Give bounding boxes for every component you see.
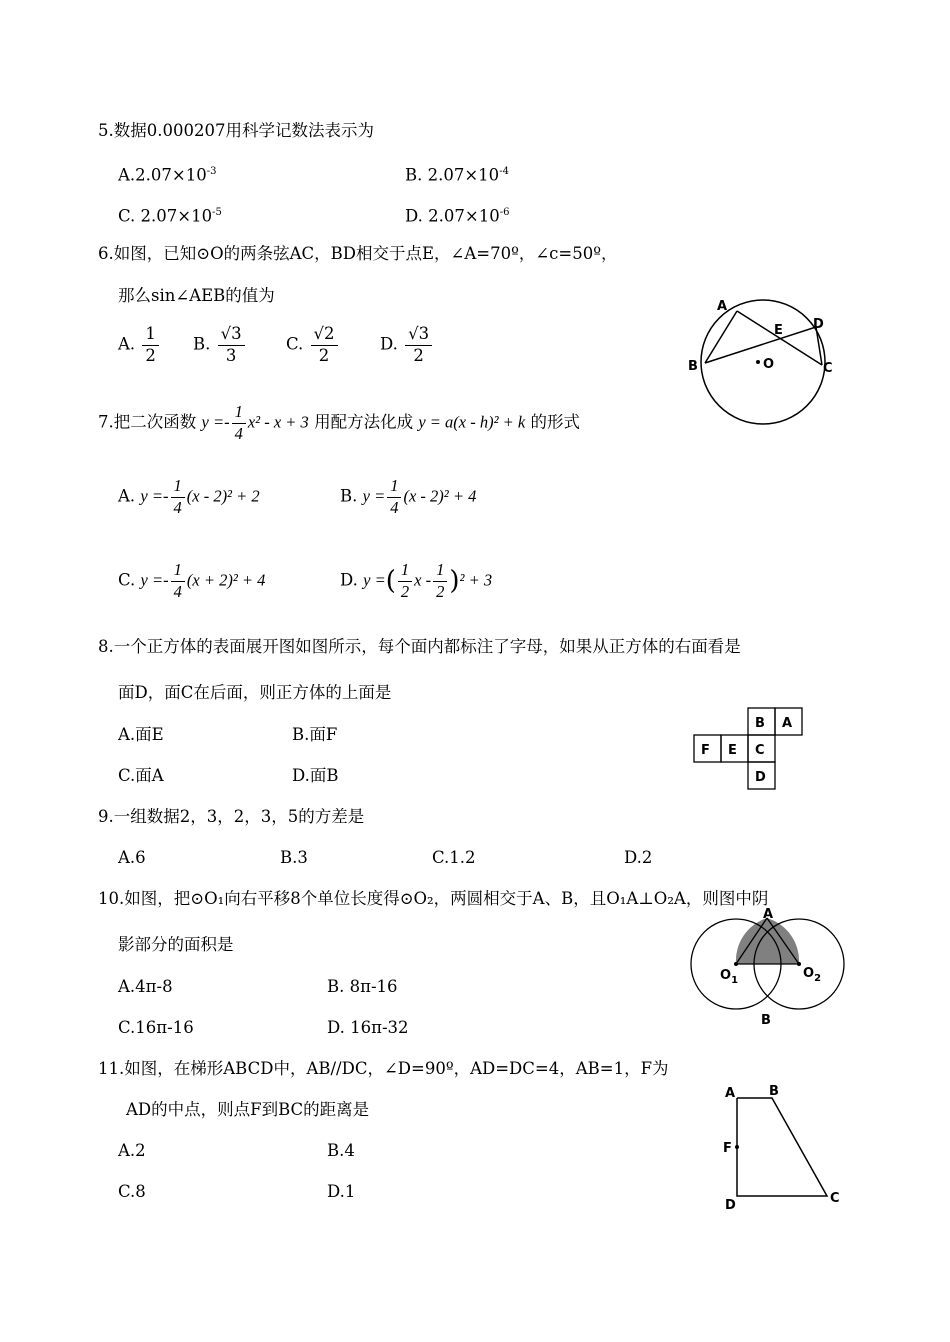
q5-option-d: D. $2.07\times 10^{-6}$	[405, 206, 510, 226]
q9-option-c: C.1.2	[432, 848, 476, 867]
q8-cube-net	[690, 705, 810, 795]
q5-stem: 5.数据0.000207用科学记数法表示为	[98, 121, 374, 140]
net-face-a: A	[782, 716, 793, 731]
q9-stem: 9.一组数据2，3，2，3，5的方差是	[98, 807, 365, 826]
q6-option-a: A. $\frac{1}{2}$	[118, 326, 161, 364]
q6-stem-line1: 6.如图，已知⊙O的两条弦AC，BD相交于点E，∠A=70º，∠c=50º，	[98, 244, 618, 263]
net-face-e: E	[728, 743, 737, 758]
q5-option-c: C. $2.07\times 10^{-5}$	[118, 206, 222, 226]
label-a: A	[763, 907, 774, 922]
fraction: $\frac{1}{2}$	[142, 326, 159, 364]
fraction: $\frac{√2}{2}$	[311, 326, 338, 364]
net-face-d: D	[755, 770, 766, 785]
label-a: A	[717, 299, 728, 314]
fraction: $\frac{1}{2}$	[398, 562, 412, 600]
q10-option-a: A.4π-8	[118, 977, 173, 996]
q6-circle-figure	[680, 290, 850, 430]
fraction: $\frac{1}{4}$	[387, 478, 401, 516]
q5-option-b: B. $2.07\times 10^{-4}$	[405, 165, 509, 185]
chord-bd	[705, 327, 816, 363]
net-face-b: B	[755, 716, 765, 731]
q11-stem-line2: AD的中点，则点F到BC的距离是	[126, 1100, 370, 1119]
label-f: F	[723, 1141, 732, 1156]
label-e: E	[774, 323, 783, 338]
q10-stem-line2: 影部分的面积是	[118, 935, 234, 954]
q10-option-d: D. 16π-32	[327, 1018, 409, 1037]
trapezoid-abcd	[737, 1098, 827, 1196]
q11-option-c: C.8	[118, 1182, 146, 1201]
q6-option-b: B. $\frac{√3}{3}$	[193, 326, 247, 364]
fraction: $\frac{√3}{2}$	[405, 326, 432, 364]
q7-option-b: B. y = $\frac{1}{4}$ (x - 2)² + 4	[340, 476, 477, 517]
q8-stem-line1: 8.一个正方体的表面展开图如图所示，每个面内都标注了字母，如果从正方体的右面看是	[98, 637, 741, 656]
q8-stem-line2: 面D，面C在后面，则正方体的上面是	[118, 683, 392, 702]
segment-dc	[816, 327, 822, 365]
q10-option-b: B. 8π-16	[327, 977, 398, 996]
label-o1: $O_1$	[720, 968, 739, 986]
q5-option-a: $A.2.07\times 10^{-3}$	[118, 165, 217, 185]
label-a: A	[725, 1086, 736, 1101]
q11-trapezoid-figure	[715, 1080, 855, 1215]
label-d: D	[725, 1198, 736, 1213]
point-f	[735, 1145, 739, 1149]
q7-option-a: A. y =- $\frac{1}{4}$ (x - 2)² + 2	[118, 476, 260, 517]
label-d: D	[813, 317, 824, 332]
fraction: $\frac{1}{2}$	[433, 562, 447, 600]
q8-option-b: B.面F	[292, 725, 338, 744]
q11-option-a: A.2	[118, 1141, 146, 1160]
q9-option-a: A.6	[118, 848, 146, 867]
shaded-region	[736, 918, 799, 964]
q6-option-c: C. $\frac{√2}{2}$	[286, 326, 340, 364]
center-dot	[756, 360, 760, 364]
point-o1	[734, 962, 738, 966]
fraction: $\frac{1}{4}$	[171, 562, 185, 600]
label-c: C	[823, 361, 833, 376]
net-face-c: C	[755, 743, 765, 758]
q7-option-d: D. y =( $\frac{1}{2}$ x - $\frac{1}{2}$ )² + 3	[340, 560, 493, 601]
fraction: $\frac{√3}{3}$	[218, 326, 245, 364]
q10-two-circles-figure	[682, 905, 857, 1030]
q9-option-d: D.2	[624, 848, 653, 867]
q11-stem-line1: 11.如图，在梯形ABCD中，AB//DC，∠D=90º，AD=DC=4，AB=1，F为	[98, 1059, 669, 1078]
q9-option-b: B.3	[280, 848, 308, 867]
q7-stem: 7.把二次函数 y =- $\frac{1}{4}$ x² - x + 3 用配方法化成 y = a(x - h)² + k 的形式	[98, 402, 580, 443]
q6-option-d: D. $\frac{√3}{2}$	[380, 326, 434, 364]
fraction: $\frac{1}{4}$	[232, 404, 246, 442]
label-c: C	[830, 1191, 840, 1206]
point-o2	[797, 962, 801, 966]
label-b: B	[688, 359, 698, 374]
q6-stem-line2: 那么sin∠AEB的值为	[118, 286, 275, 305]
q11-option-d: D.1	[327, 1182, 356, 1201]
q11-option-b: B.4	[327, 1141, 355, 1160]
segment-ab	[705, 311, 737, 363]
q8-option-a: A.面E	[118, 725, 164, 744]
label-o2: $O_2$	[803, 966, 822, 984]
net-face-f: F	[701, 743, 710, 758]
fraction: $\frac{1}{4}$	[171, 478, 185, 516]
q8-option-d: D.面B	[292, 766, 339, 785]
q8-option-c: C.面A	[118, 766, 164, 785]
q10-option-c: C.16π-16	[118, 1018, 194, 1037]
label-o: O	[763, 357, 775, 372]
label-b: B	[761, 1013, 771, 1028]
q7-option-c: C. y =- $\frac{1}{4}$ (x + 2)² + 4	[118, 560, 266, 601]
label-b: B	[769, 1084, 779, 1099]
chord-ac	[737, 311, 822, 365]
q10-stem-line1: 10.如图，把⊙O₁向右平移8个单位长度得⊙O₂，两圆相交于A、B，且O₁A⊥O₂A，则图中阴	[98, 889, 769, 908]
